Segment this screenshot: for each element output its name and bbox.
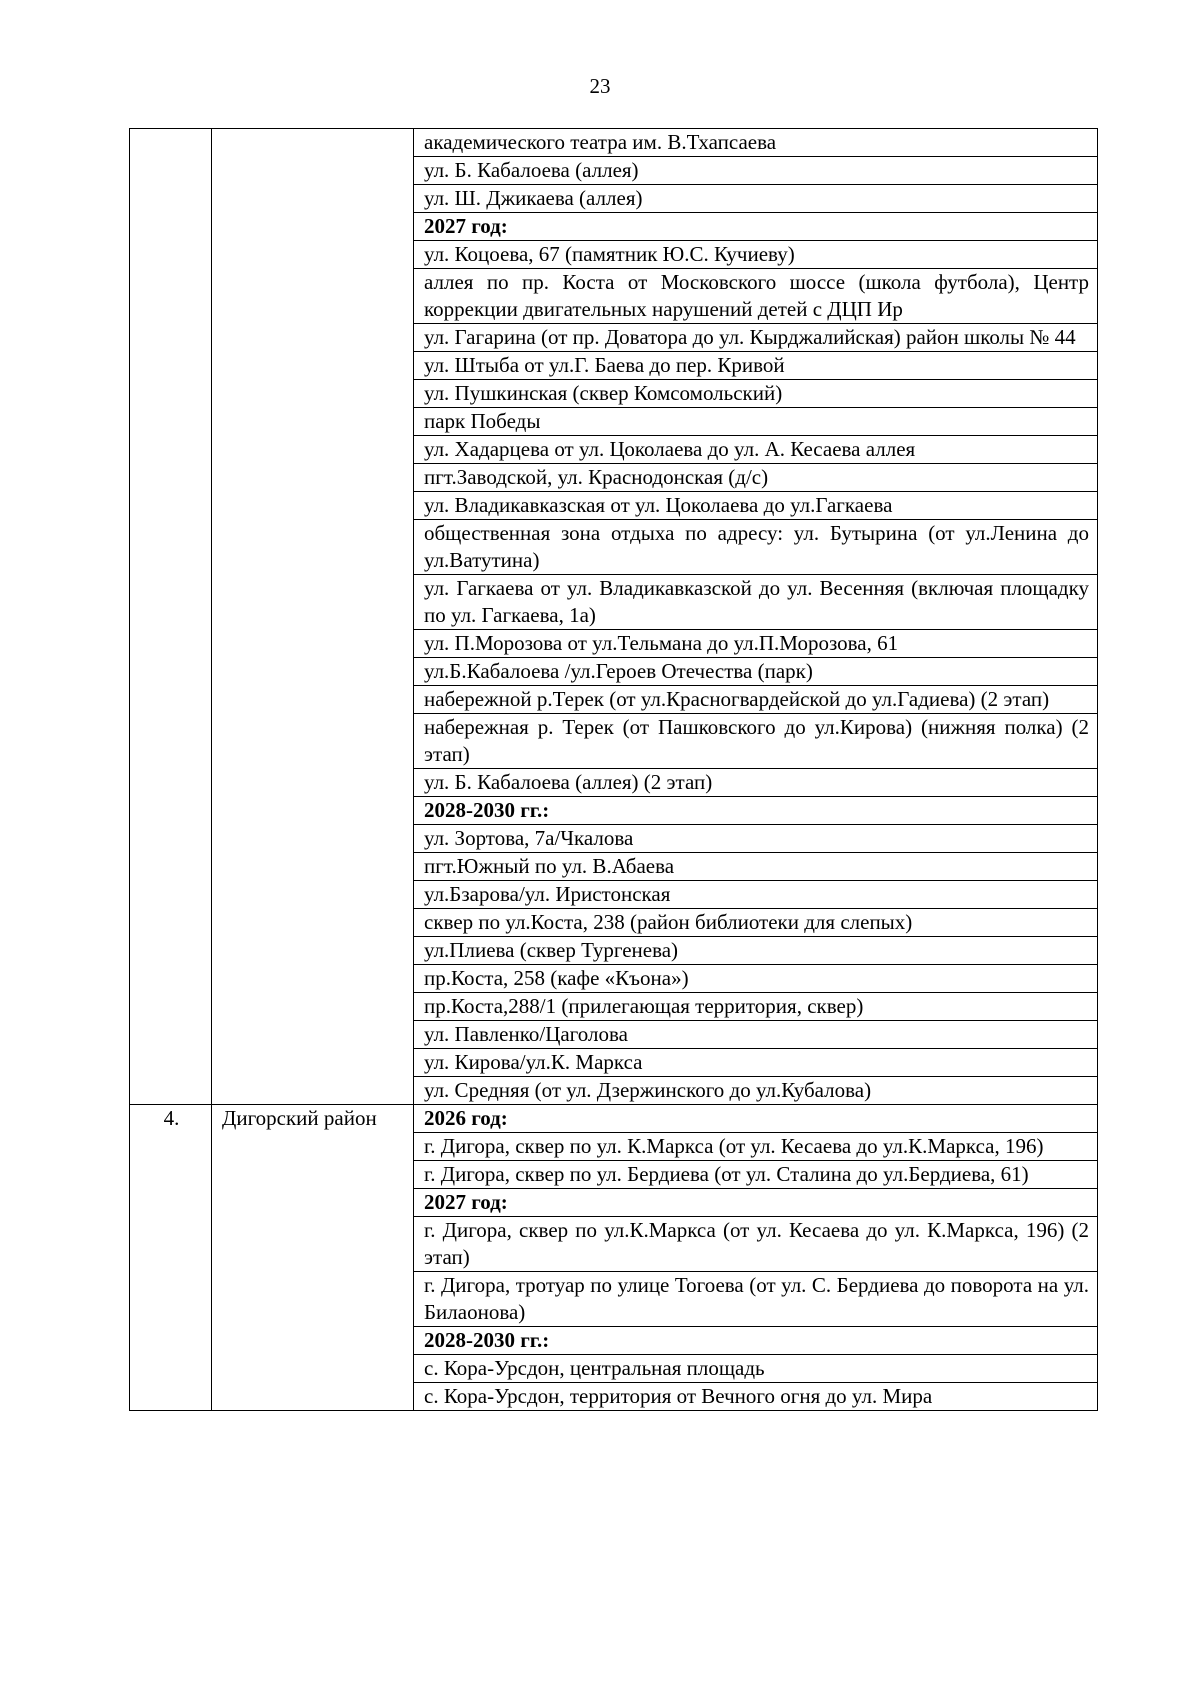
object-cell: ул. Б. Кабалоева (аллея) (2 этап) — [414, 769, 1098, 797]
object-cell: пгт.Заводской, ул. Краснодонская (д/с) — [414, 464, 1098, 492]
object-cell: ул. Павленко/Цаголова — [414, 1021, 1098, 1049]
object-cell: ул. Гагарина (от пр. Доватора до ул. Кырджалийская) район школы № 44 — [414, 324, 1098, 352]
object-cell: ул. Владикавказская от ул. Цоколаева до ул.Гагкаева — [414, 492, 1098, 520]
table-row — [130, 1105, 1098, 1133]
object-cell: общественная зона отдыха по адресу: ул. Бутырина (от ул.Ленина до ул.Ватутина) — [414, 520, 1098, 575]
object-cell: сквер по ул.Коста, 238 (район библиотеки для слепых) — [414, 909, 1098, 937]
district-cell: Дигорский район — [212, 1105, 414, 1411]
period-heading: 2028-2030 гг.: — [414, 1327, 1098, 1355]
table-row — [130, 129, 1098, 157]
object-cell: пгт.Южный по ул. В.Абаева — [414, 853, 1098, 881]
object-cell: ул. Ш. Джикаева (аллея) — [414, 185, 1098, 213]
object-cell: ул. Пушкинская (сквер Комсомольский) — [414, 380, 1098, 408]
object-cell: академического театра им. В.Тхапсаева — [414, 129, 1098, 157]
object-cell: парк Победы — [414, 408, 1098, 436]
page-number: 23 — [589, 74, 611, 98]
row-number-cell: 4. — [130, 1105, 212, 1411]
improvement-objects-table — [129, 128, 1098, 1411]
period-heading: 2028-2030 гг.: — [414, 797, 1098, 825]
district-cell — [212, 129, 414, 1105]
object-cell: ул. Коцоева, 67 (памятник Ю.С. Кучиеву) — [414, 241, 1098, 269]
period-heading: 2026 год: — [414, 1105, 1098, 1133]
object-cell: набережная р. Терек (от Пашковского до ул.Кирова) (нижняя полка) (2 этап) — [414, 714, 1098, 769]
object-cell: ул.Плиева (сквер Тургенева) — [414, 937, 1098, 965]
object-cell: набережной р.Терек (от ул.Красногвардейской до ул.Гадиева) (2 этап) — [414, 686, 1098, 714]
object-cell: ул. Средняя (от ул. Дзержинского до ул.Кубалова) — [414, 1077, 1098, 1105]
object-cell: г. Дигора, сквер по ул. К.Маркса (от ул. Кесаева до ул.К.Маркса, 196) — [414, 1133, 1098, 1161]
object-cell: ул. П.Морозова от ул.Тельмана до ул.П.Морозова, 61 — [414, 630, 1098, 658]
object-cell: ул. Зортова, 7а/Чкалова — [414, 825, 1098, 853]
object-cell: г. Дигора, тротуар по улице Тогоева (от ул. С. Бердиева до поворота на ул. Билаонова) — [414, 1272, 1098, 1327]
object-cell: с. Кора-Урсдон, центральная площадь — [414, 1355, 1098, 1383]
object-cell: аллея по пр. Коста от Московского шоссе (школа футбола), Центр коррекции двигательных нарушений детей с ДЦП Ир — [414, 269, 1098, 324]
object-cell: пр.Коста, 258 (кафе «Къона») — [414, 965, 1098, 993]
object-cell: с. Кора-Урсдон, территория от Вечного огня до ул. Мира — [414, 1383, 1098, 1411]
object-cell: ул. Гагкаева от ул. Владикавказской до ул. Весенняя (включая площадку по ул. Гагкаева, 1а) — [414, 575, 1098, 630]
period-heading: 2027 год: — [414, 1189, 1098, 1217]
object-cell: пр.Коста,288/1 (прилегающая территория, сквер) — [414, 993, 1098, 1021]
object-cell: ул.Б.Кабалоева /ул.Героев Отечества (парк) — [414, 658, 1098, 686]
object-cell: ул. Штыба от ул.Г. Баева до пер. Кривой — [414, 352, 1098, 380]
object-cell: г. Дигора, сквер по ул. Бердиева (от ул. Сталина до ул.Бердиева, 61) — [414, 1161, 1098, 1189]
object-cell: ул. Кирова/ул.К. Маркса — [414, 1049, 1098, 1077]
object-cell: ул. Б. Кабалоева (аллея) — [414, 157, 1098, 185]
object-cell: ул.Бзарова/ул. Иристонская — [414, 881, 1098, 909]
row-number-cell — [130, 129, 212, 1105]
object-cell: г. Дигора, сквер по ул.К.Маркса (от ул. Кесаева до ул. К.Маркса, 196) (2 этап) — [414, 1217, 1098, 1272]
period-heading: 2027 год: — [414, 213, 1098, 241]
object-cell: ул. Хадарцева от ул. Цоколаева до ул. А. Кесаева аллея — [414, 436, 1098, 464]
